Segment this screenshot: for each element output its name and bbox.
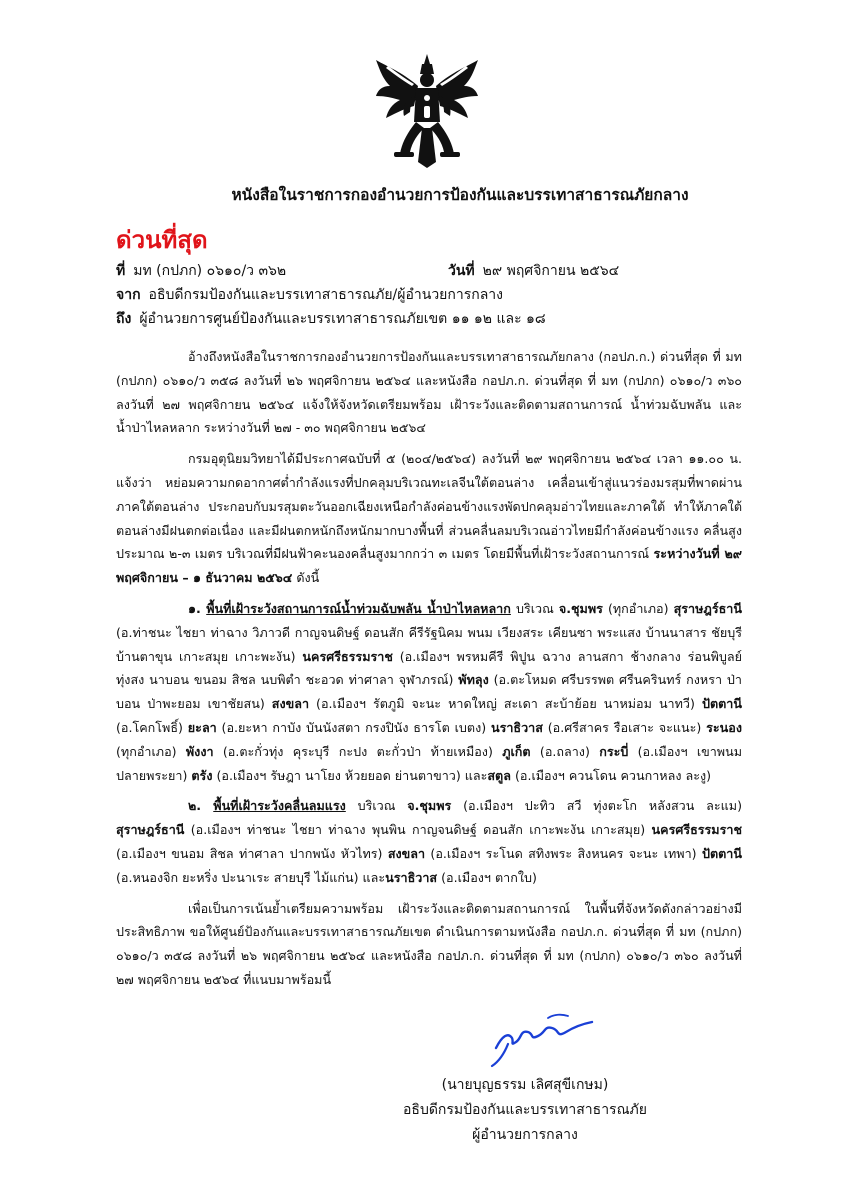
province-name: สุราษฎร์ธานี (673, 600, 742, 616)
district-list: (อ.เมืองฯ พรหมคีรี พิปูน ฉวาง ลานสกา ช้างกลาง ร่อนพิบูลย์ ทุ่งสง นาบอน ขนอม สิชล นบพิตำ ชะอวด ท่าศาลา จุฬาภรณ์) (116, 648, 742, 688)
province-name: กระบี่ (599, 743, 629, 759)
section-text: บริเวณ (345, 798, 408, 814)
province-name: ปัตตานี (701, 696, 742, 712)
district-list: (อ.เมืองฯ ขนอม สิชล ท่าศาลา ปากพนัง หัวไทร) (116, 845, 388, 861)
province-name: ภูเก็ต (502, 743, 531, 759)
province-name: สงขลา (387, 845, 426, 861)
district-list: (อ.ยะหา กาบัง บันนังสตา กรงปินัง ธารโต เบตง) (216, 719, 491, 735)
recipient (116, 308, 546, 330)
reference-number (116, 260, 286, 282)
district-list: (อ.ตะโหมด ศรีบรรพต ศรีนครินทร์ กงหรา ป่าบอน ป่าพะยอม เขาชัยสน) (116, 672, 742, 712)
watch-period: ระหว่างวันที่ ๒๙ พฤศจิกายน – ๑ ธันวาคม ๒๕๖๔ (116, 546, 742, 586)
district-list: (ทุกอำเภอ) (602, 600, 674, 616)
district-list: (อ.เมืองฯ รัตภูมิ จะนะ หาดใหญ่ สะเดา สะบ้าย้อย นาหม่อม นาทวี) (309, 696, 702, 712)
province-name: ระนอง (706, 719, 742, 735)
sender-label: จาก (116, 287, 141, 303)
garuda-emblem-icon (372, 52, 482, 170)
section-heading: พื้นที่เฝ้าระวังสถานการณ์น้ำท่วมฉับพลัน น้ำป่าไหลหลาก (206, 600, 511, 616)
district-list: (อ.ท่าชนะ ไชยา ท่าฉาง วิภาวดี กาญจนดิษฐ์ ดอนสัก คีรีรัฐนิคม พนม เวียงสระ เคียนซา พระแสง บ้านนาสาร ชัยบุรี บ้านตาขุน เกาะสมุย เกาะพะงัน) (116, 624, 742, 664)
province-name: พังงา (185, 743, 214, 759)
province-name: จ.ชุมพร (407, 798, 452, 814)
section-number: ๑. (188, 600, 207, 616)
district-list: (อ.เมืองฯ เขาพนม ปลายพระยา) (116, 743, 743, 783)
district-list: (อ.เมืองฯ ระโนด สทิงพระ สิงหนคร จะนะ เทพา) (425, 845, 702, 861)
document-title: หนังสือในราชการกองอำนวยการป้องกันและบรรเทาสาธารณภัยกลาง (231, 186, 689, 204)
province-name: นครศรีธรรมราช (651, 822, 742, 838)
province-name: สงขลา (271, 696, 310, 712)
handwritten-signature (488, 1008, 598, 1068)
section-flood-watch (116, 597, 742, 787)
district-list: (อ.เมืองฯ รัษฎา นาโยง ห้วยยอด ย่านตาขาว) และ (212, 767, 488, 783)
document-date-label: วันที่ (448, 263, 475, 279)
province-name: นครศรีธรรมราช (302, 648, 393, 664)
signature-block (400, 1073, 650, 1148)
section-heading: พื้นที่เฝ้าระวังคลื่นลมแรง (213, 798, 346, 814)
paragraph-weather-announcement (116, 447, 742, 590)
province-name: ตรัง (191, 767, 213, 783)
province-name: สุราษฎร์ธานี (116, 822, 185, 838)
section-text: บริเวณ (510, 600, 559, 616)
recipient-label: ถึง (116, 311, 132, 327)
signatory-role: ผู้อำนวยการกลาง (472, 1127, 578, 1143)
document-body (116, 345, 742, 999)
district-list: (อ.หนองจิก ยะหริ่ง ปะนาเระ สายบุรี ไม้แก่น) และ (116, 869, 386, 885)
district-list: (อ.เมืองฯ ตากใบ) (437, 869, 537, 885)
district-list: (อ.เมืองฯ ควนโดน ควนกาหลง ละงู) (510, 767, 712, 783)
document-date (448, 260, 619, 282)
reference-number-label: ที่ (116, 263, 126, 279)
weather-text-end: ดังนี้ (292, 570, 320, 586)
section-number: ๒. (188, 798, 214, 814)
sender-value: อธิบดีกรมป้องกันและบรรเทาสาธารณภัย/ผู้อำนวยการกลาง (148, 287, 503, 303)
province-name: นราธิวาส (490, 719, 543, 735)
reference-number-value: มท (กปภก) ๐๖๑๐/ว ๓๖๒ (133, 263, 287, 279)
signatory-name: (นายบุญธรรม เลิศสุขีเกษม) (441, 1077, 609, 1093)
district-list: (อ.เมืองฯ ท่าชนะ ไชยา ท่าฉาง พุนพิน กาญจนดิษฐ์ ดอนสัก เกาะพะงัน เกาะสมุย) (184, 822, 652, 838)
signatory-position: อธิบดีกรมป้องกันและบรรเทาสาธารณภัย (402, 1102, 647, 1118)
district-list: (อ.เมืองฯ ปะทิว สวี ทุ่งตะโก หลังสวน ละแม) (451, 798, 742, 814)
district-list: (อ.ศรีสาคร รือเสาะ จะแนะ) (542, 719, 707, 735)
urgency-stamp: ด่วนที่สุด (116, 226, 208, 254)
section-strong-waves-watch (116, 794, 742, 889)
paragraph-reference: อ้างถึงหนังสือในราชการกองอำนวยการป้องกันและบรรเทาสาธารณภัยกลาง (กอปภ.ก.) ด่วนที่สุด ที่ มท (กปภก) ๐๖๑๐/ว ๓๕๘ ลงวันที่ ๒๖ พฤศจิกายน ๒๕๖๔ และหนังสือ กอปภ.ก. ด่วนที่สุด ที่ มท (กปภก) ๐๖๑๐/ว ๓๖๐ ลงวันที่ ๒๗ พฤศจิกายน ๒๕๖๔ แจ้งให้จังหวัดเตรียมพร้อม เฝ้าระวังและติดตามสถานการณ์ น้ำท่วมฉับพลัน และน้ำป่าไหลหลาก ระหว่างวันที่ ๒๗ - ๓๐ พฤศจิกายน ๒๕๖๔ (116, 349, 742, 436)
sender (116, 284, 503, 306)
district-list: (อ.ตะกั่วทุ่ง คุระบุรี กะปง ตะกั่วป่า ท้ายเหมือง) (213, 743, 503, 759)
province-name: ยะลา (187, 719, 217, 735)
paragraph-request: เพื่อเป็นการเน้นย้ำเตรียมความพร้อม เฝ้าระวังและติดตามสถานการณ์ ในพื้นที่จังหวัดดังกล่าวอย่างมีประสิทธิภาพ ขอให้ศูนย์ป้องกันและบรรเทาสาธารณภัยเขต ดำเนินการตามหนังสือ กอปภ.ก. ด่วนที่สุด ที่ มท (กปภก) ๐๖๑๐/ว ๓๕๘ ลงวันที่ ๒๖ พฤศจิกายน ๒๕๖๔ และหนังสือ กอปภ.ก. ด่วนที่สุด ที่ มท (กปภก) ๐๖๑๐/ว ๓๖๐ ลงวันที่ ๒๗ พฤศจิกายน ๒๕๖๔ ที่แนบมาพร้อมนี้ (116, 900, 742, 987)
document-date-value: ๒๙ พฤศจิกายน ๒๕๖๔ (482, 263, 620, 279)
province-name: สตูล (487, 767, 511, 783)
district-list: (อ.โคกโพธิ์) (116, 719, 188, 735)
province-name: นราธิวาส (385, 869, 438, 885)
recipient-value: ผู้อำนวยการศูนย์ป้องกันและบรรเทาสาธารณภัยเขต ๑๑ ๑๒ และ ๑๘ (139, 311, 546, 327)
province-name: จ.ชุมพร (558, 600, 603, 616)
weather-text: กรมอุตุนิยมวิทยาได้มีประกาศฉบับที่ ๕ (๒๐๔/๒๕๖๔) ลงวันที่ ๒๙ พฤศจิกายน ๒๕๖๔ เวลา ๑๑.๐๐ น. แจ้งว่า หย่อมความกดอากาศต่ำกำลังแรงที่ปกคลุมบริเวณทะเลจีนใต้ตอนล่าง เคลื่อนเข้าสู่แนวร่องมรสุมที่พาดผ่านภาคใต้ตอนล่าง ประกอบกับมรสุมตะวันออกเฉียงเหนือกำลังค่อนข้างแรงพัดปกคลุมอ่าวไทยและภาคใต้ ทำให้ภาคใต้ตอนล่างมีฝนตกต่อเนื่อง และมีฝนตกหนักถึงหนักมากบางพื้นที่ ส่วนคลื่นลมบริเวณอ่าวไทยมีกำลังค่อนข้างแรง คลื่นสูงประมาณ ๒-๓ เมตร บริเวณที่มีฝนฟ้าคะนองคลื่นสูงมากกว่า ๓ เมตร โดยมีพื้นที่เฝ้าระวังสถานการณ์ (116, 451, 742, 562)
district-list: (ทุกอำเภอ) (116, 743, 186, 759)
province-name: ปัตตานี (701, 845, 742, 861)
district-list: (อ.ถลาง) (530, 743, 600, 759)
province-name: พัทลุง (458, 672, 489, 688)
